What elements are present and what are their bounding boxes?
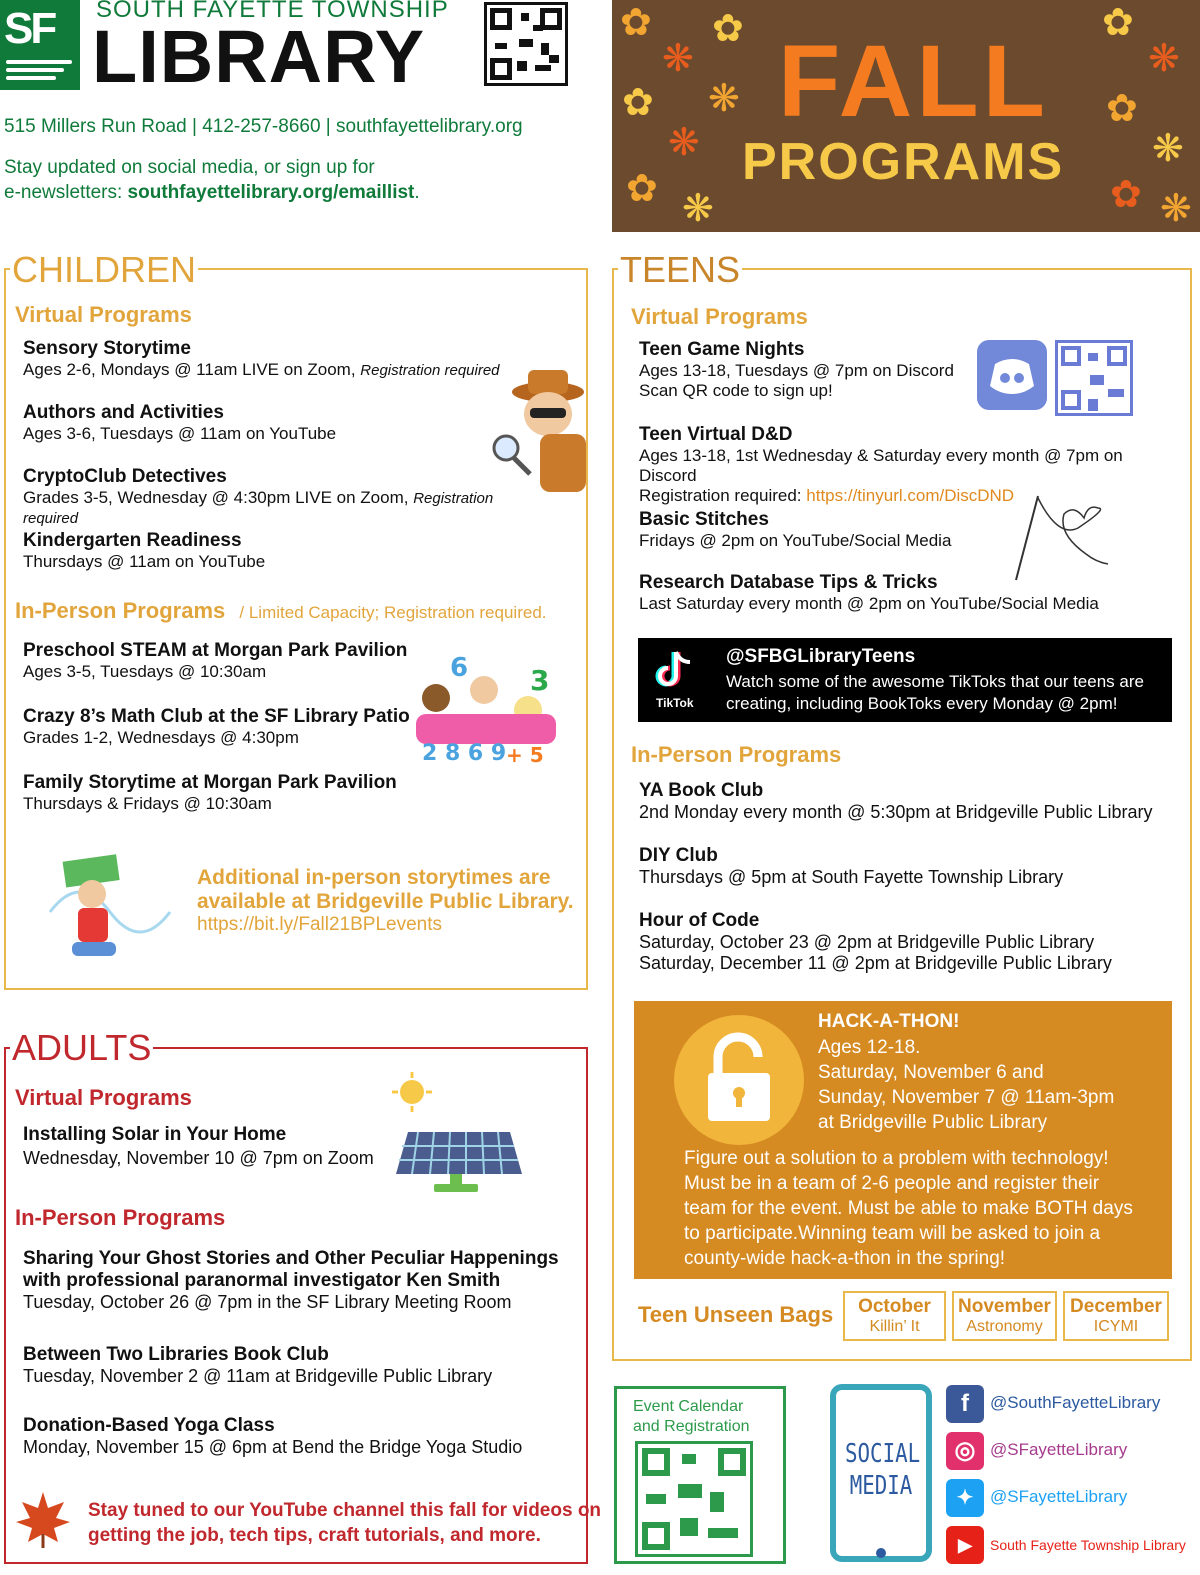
youtube-icon[interactable]: ▶ [946, 1526, 984, 1564]
teen-unseen-bags-label: Teen Unseen Bags [638, 1302, 834, 1327]
svg-text:+ 5: + 5 [506, 743, 544, 767]
leaf-icon: ❋ [1152, 128, 1184, 170]
leaf-icon: ✿ [626, 168, 658, 210]
program-item: YA Book Club 2nd Monday every month @ 5:30pm at Bridgeville Public Library [639, 780, 1153, 822]
program-item: Basic Stitches Fridays @ 2pm on YouTube/Social Media [639, 509, 952, 550]
social-media-phone [830, 1384, 932, 1562]
adults-virtual-header: Virtual Programs [15, 1085, 192, 1110]
phone-text: SOCIAL MEDIA [845, 1439, 921, 1501]
fall-banner [612, 0, 1200, 232]
solar-panel-illustration [388, 1070, 528, 1198]
leaf-icon: ❋ [668, 122, 700, 164]
adults-inperson-header: In-Person Programs [15, 1205, 226, 1230]
leaf-icon: ✿ [1110, 174, 1142, 216]
leaf-icon: ❋ [1148, 38, 1180, 80]
tiktok-description: Watch some of the awesome TikToks that our teens are creating, including BookToks every Monday @ 2pm! [726, 672, 1144, 713]
discord-qr-icon [1055, 340, 1133, 416]
instagram-icon[interactable]: ◎ [946, 1432, 984, 1470]
program-item: Hour of Code Saturday, October 23 @ 2pm at Bridgeville Public Library Saturday, December 11 @ 2pm at Bridgeville Public Library [639, 910, 1112, 973]
program-item: Authors and Activities Ages 3-6, Tuesdays @ 11am on YouTube [23, 402, 337, 443]
instagram-handle[interactable]: @SFayetteLibrary [990, 1440, 1128, 1459]
reading-kid-illustration [30, 852, 172, 970]
teens-inperson-header: In-Person Programs [631, 742, 842, 767]
detective-illustration [490, 362, 586, 492]
children-inperson-list [23, 640, 423, 838]
teens-inperson-list [639, 780, 1179, 985]
contact-info: 515 Millers Run Road | 412-257-8660 | southfayettelibrary.org [4, 116, 523, 137]
program-item: Research Database Tips & Tricks Last Saturday every month @ 2pm on YouTube/Social Media [639, 572, 1099, 613]
teens-title: TEENS [620, 249, 741, 290]
hackathon-title: HACK-A-THON! [818, 1011, 960, 1032]
discord-icon [977, 340, 1047, 410]
logo-letters: SF [4, 4, 55, 53]
leaf-icon: ❋ [708, 78, 740, 120]
program-item: Donation-Based Yoga Class Monday, November 15 @ 6pm at Bend the Bridge Yoga Studio [23, 1415, 523, 1457]
library-title: LIBRARY [92, 15, 426, 98]
adults-inperson-list [23, 1248, 583, 1485]
youtube-note: Stay tuned to our YouTube channel this fall for videos on getting the job, tech tips, craft tutorials, and more. [88, 1500, 602, 1546]
programs-title: PROGRAMS [742, 133, 1065, 191]
kids-numbers-illustration [406, 650, 562, 770]
program-item: Sensory Storytime Ages 2-6, Mondays @ 11am LIVE on Zoom, Registration required [23, 338, 500, 379]
bag-november: November Astronomy [952, 1291, 1057, 1341]
leaf-icon: ✿ [1102, 2, 1134, 44]
leaf-icon: ✿ [712, 8, 744, 50]
twitter-icon[interactable]: ✦ [946, 1479, 984, 1517]
program-item: Installing Solar in Your Home Wednesday, November 10 @ 7pm on Zoom [23, 1124, 374, 1168]
program-item: Teen Game Nights Ages 13-18, Tuesdays @ 7pm on Discord Scan QR code to sign up! [639, 339, 954, 400]
leaf-icon: ❋ [662, 38, 694, 80]
bpl-events-link[interactable]: https://bit.ly/Fall21BPLevents [197, 914, 443, 935]
newsletter-note: Stay updated on social media, or sign up for e-newsletters: southfayettelibrary.org/emaillist. [4, 157, 420, 203]
leaf-icon: ❋ [682, 188, 714, 230]
program-item: Family Storytime at Morgan Park Pavilion Thursdays & Fridays @ 10:30am [23, 772, 397, 813]
twitter-handle[interactable]: @SFayetteLibrary [990, 1487, 1128, 1506]
unlock-icon [674, 1015, 804, 1145]
children-title: CHILDREN [12, 249, 197, 290]
facebook-icon[interactable]: f [946, 1385, 984, 1423]
tiktok-icon [654, 648, 698, 692]
svg-text:2 8 6 9: 2 8 6 9 [422, 741, 507, 766]
qr-code-icon [484, 2, 568, 86]
tiktok-label: TikTok [656, 696, 694, 710]
program-item: Kindergarten Readiness Thursdays @ 11am on YouTube [23, 530, 266, 571]
phone-home-button [876, 1548, 886, 1558]
maple-leaf-icon [14, 1490, 72, 1548]
adults-title: ADULTS [12, 1027, 152, 1068]
children-virtual-header: Virtual Programs [15, 302, 192, 327]
svg-text:3: 3 [530, 664, 550, 697]
fall-title: FALL [778, 24, 1049, 138]
needle-thread-icon [1010, 494, 1120, 584]
leaf-icon: ✿ [622, 82, 654, 124]
program-item: DIY Club Thursdays @ 5pm at South Fayette Township Library [639, 845, 1064, 887]
tiktok-handle: @SFBGLibraryTeens [726, 646, 916, 667]
facebook-handle[interactable]: @SouthFayetteLibrary [990, 1393, 1161, 1412]
leaf-icon: ❋ [1160, 188, 1192, 230]
additional-storytimes: Additional in-person storytimes are available at Bridgeville Public Library. https://bit.ly/Fall21BPLevents [197, 866, 577, 936]
event-calendar-box[interactable] [614, 1386, 786, 1564]
hackathon-details: Ages 12-18. Saturday, November 6 and Sunday, November 7 @ 11am-3pm at Bridgeville Public Library [818, 1037, 1115, 1133]
program-item: Preschool STEAM at Morgan Park Pavilion Ages 3-5, Tuesdays @ 10:30am [23, 640, 408, 681]
program-item: Crazy 8’s Math Club at the SF Library Patio Grades 1-2, Wednesdays @ 4:30pm [23, 706, 410, 747]
discdnd-link[interactable]: https://tinyurl.com/DiscDND [806, 486, 1015, 505]
youtube-channel[interactable]: South Fayette Township Library [990, 1537, 1186, 1553]
program-item: CryptoClub Detectives Grades 3-5, Wednesday @ 4:30pm LIVE on Zoom, Registration required [23, 466, 494, 527]
bag-december: December ICYMI [1063, 1291, 1169, 1341]
leaf-icon: ✿ [620, 2, 652, 44]
children-virtual-list [23, 338, 543, 594]
tiktok-banner[interactable] [638, 638, 1172, 722]
bag-october: October Killin’ It [843, 1291, 946, 1341]
program-item: Between Two Libraries Book Club Tuesday, November 2 @ 11am at Bridgeville Public Library [23, 1344, 493, 1386]
program-item: Teen Virtual D&D Ages 13-18, 1st Wednesday & Saturday every month @ 7pm on Discord Registration required: https://tinyurl.com/DiscDND [639, 424, 1123, 505]
children-inperson-header: In-Person Programs / Limited Capacity; Registration required. [15, 598, 547, 623]
hackathon-description: Figure out a solution to a problem with technology! Must be in a team of 2-6 people and register their team for the event. Must be able to make BOTH days to participate.Winning team will be asked to join a county-wide hack-a-thon in the spring! [684, 1148, 1133, 1269]
sf-logo [0, 0, 80, 90]
hackathon-box [634, 1001, 1172, 1279]
svg-text:6: 6 [450, 653, 469, 683]
library-subtitle: SOUTH FAYETTE TOWNSHIP [96, 0, 449, 23]
emaillist-link[interactable]: southfayettelibrary.org/emaillist [127, 182, 415, 203]
program-item: Sharing Your Ghost Stories and Other Peculiar Happenings with professional paranormal investigator Ken Smith Tuesday, October 26 @ 7pm in the SF Library Meeting Room [23, 1248, 559, 1312]
event-calendar-label: Event Calendar and Registration [633, 1398, 750, 1435]
teens-virtual-header: Virtual Programs [631, 304, 808, 329]
calendar-qr-icon [635, 1441, 753, 1557]
leaf-icon: ✿ [1106, 88, 1138, 130]
